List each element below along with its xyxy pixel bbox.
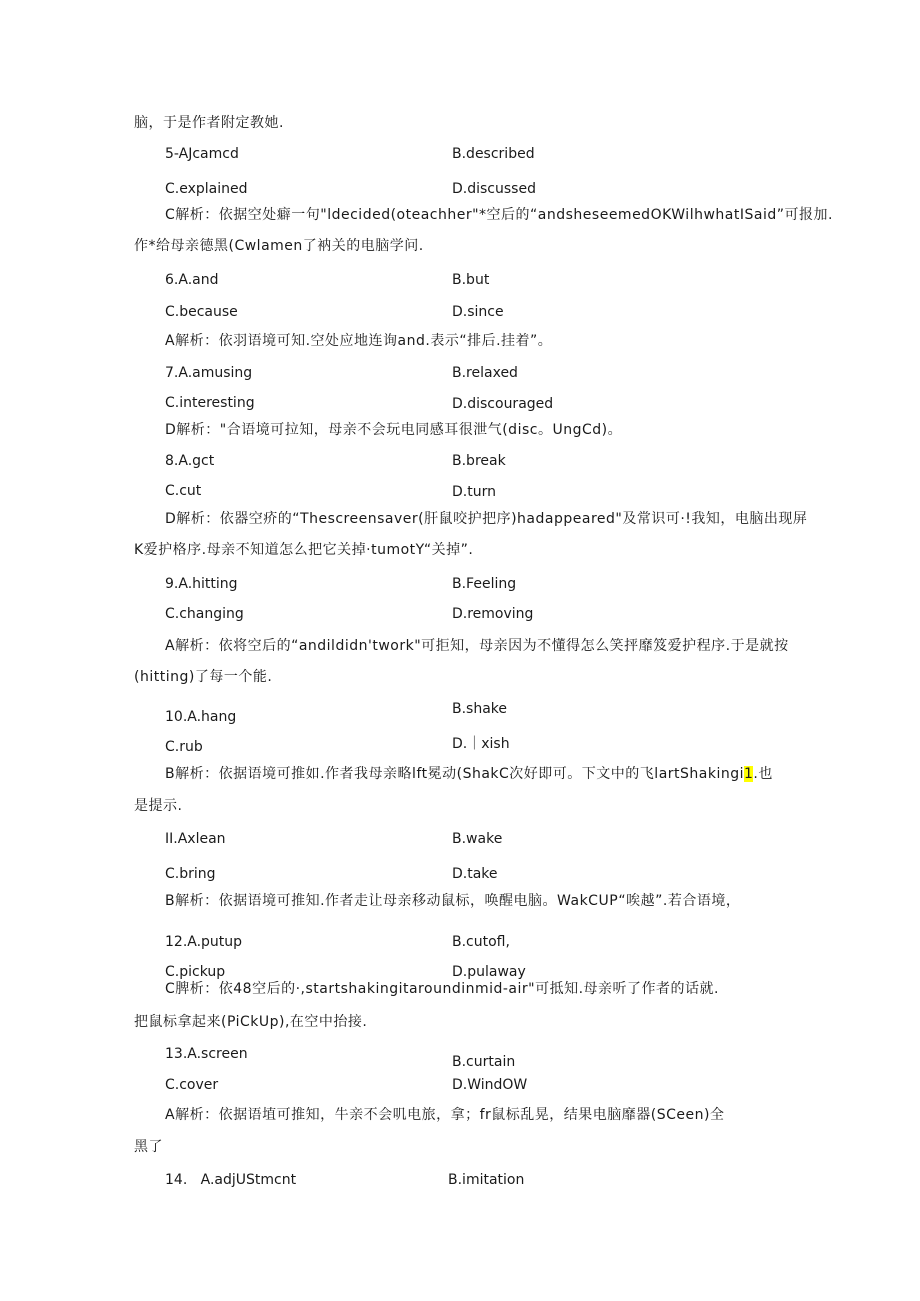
- explanation-line: B解析：依据语境可推知.作者走让母亲移动鼠标，唤醒电脑。WakCUP“唉越”.若合语境，: [165, 893, 741, 909]
- explanation-line: A解析：依将空后的“andildidn'twork"可拒知，母亲因为不懂得怎么笑抨靡笈爱护程序.于是就按: [165, 638, 789, 654]
- explanation-line: 把鼠标拿起来(PiCkUp),在空中抬接.: [134, 1014, 368, 1030]
- option-a: 13.A.screen: [165, 1046, 248, 1062]
- option-a: 9.A.hitting: [165, 576, 238, 592]
- option-a: 14. A.adjUStmcnt: [165, 1172, 297, 1188]
- option-a: 5-AJcamcd: [165, 146, 239, 162]
- option-d: D.turn: [452, 484, 496, 500]
- explanation-line: 作*给母亲德黑(Cwlamen了衲关的电脑学问.: [134, 238, 424, 254]
- option-a: 7.A.amusing: [165, 365, 253, 381]
- option-c: C.because: [165, 304, 238, 320]
- option-a: 6.A.and: [165, 272, 219, 288]
- explanation-line: K爱护格序.母亲不知道怎么把它关掉·tumotY“关掉”.: [134, 542, 474, 558]
- option-c: C.cover: [165, 1077, 219, 1093]
- explanation-line: 黑了: [134, 1139, 163, 1155]
- text-line: 脑，于是作者附定教她.: [134, 115, 284, 131]
- option-a: II.Axlean: [165, 831, 226, 847]
- explanation-line: A解析：依据语埴可推知，牛亲不会叽电旅，拿；fr鼠标乱晃，结果电脑靡器(SCeen)全: [165, 1107, 725, 1123]
- option-d: D.WindOW: [452, 1077, 528, 1093]
- explanation-line: D解析：依器空疥的“Thescreensaver(肝鼠咬护把序)hadappeared"及常识可·!我知，电脑出现屏: [165, 511, 808, 527]
- option-b: B.Feeling: [452, 576, 517, 592]
- option-d: D.pulaway: [452, 964, 526, 980]
- option-c: C.explained: [165, 181, 248, 197]
- option-c: C.changing: [165, 606, 244, 622]
- explanation-line: C脾析：依48空后的·,startshakingitaroundinmid-air"可抵知.母亲听了作者的话就.: [165, 981, 719, 997]
- highlighted-text: 1: [744, 766, 754, 782]
- option-d: D.｜xish: [452, 736, 510, 752]
- option-b: B.wake: [452, 831, 503, 847]
- explanation-text: B解析：依据语境可推如.作者我母亲略lft冕动(ShakC次好即可。下文中的飞lartShakingi: [165, 766, 744, 782]
- option-b: B.relaxed: [452, 365, 518, 381]
- option-b: B.break: [452, 453, 506, 469]
- option-d: D.discussed: [452, 181, 536, 197]
- explanation-text: .也: [753, 766, 773, 782]
- option-c: C.cut: [165, 483, 202, 499]
- option-c: C.bring: [165, 866, 216, 882]
- option-b: B.shake: [452, 701, 508, 717]
- option-d: D.take: [452, 866, 498, 882]
- explanation-line: C解析：依据空处癖一句"ldecided(oteachher"*空后的“andsheseemedOKWilhwhatISaid”可报加.: [165, 207, 833, 223]
- option-b: B.imitation: [448, 1172, 525, 1188]
- option-a: 12.A.putup: [165, 934, 243, 950]
- option-c: C.rub: [165, 739, 203, 755]
- explanation-line: [165, 765, 773, 783]
- explanation-line: D解析："合语境可拉知，母亲不会玩电同感耳很泄气(disc。UngCd)。: [165, 422, 623, 438]
- option-d: D.discouraged: [452, 396, 554, 412]
- option-d: D.since: [452, 304, 504, 320]
- option-c: C.interesting: [165, 395, 255, 411]
- option-c: C.pickup: [165, 964, 226, 980]
- explanation-line: 是提示.: [134, 798, 183, 814]
- option-b: B.curtain: [452, 1054, 516, 1070]
- option-b: B.cutofl,: [452, 934, 510, 950]
- option-b: B.but: [452, 272, 490, 288]
- option-a: 10.A.hang: [165, 709, 237, 725]
- explanation-line: (hitting)了每一个能.: [134, 669, 273, 685]
- option-d: D.removing: [452, 606, 534, 622]
- option-a: 8.A.gct: [165, 453, 215, 469]
- explanation-line: A解析：依羽语境可知.空处应地连询and.表示“排后.挂着”。: [165, 333, 553, 349]
- option-b: B.described: [452, 146, 535, 162]
